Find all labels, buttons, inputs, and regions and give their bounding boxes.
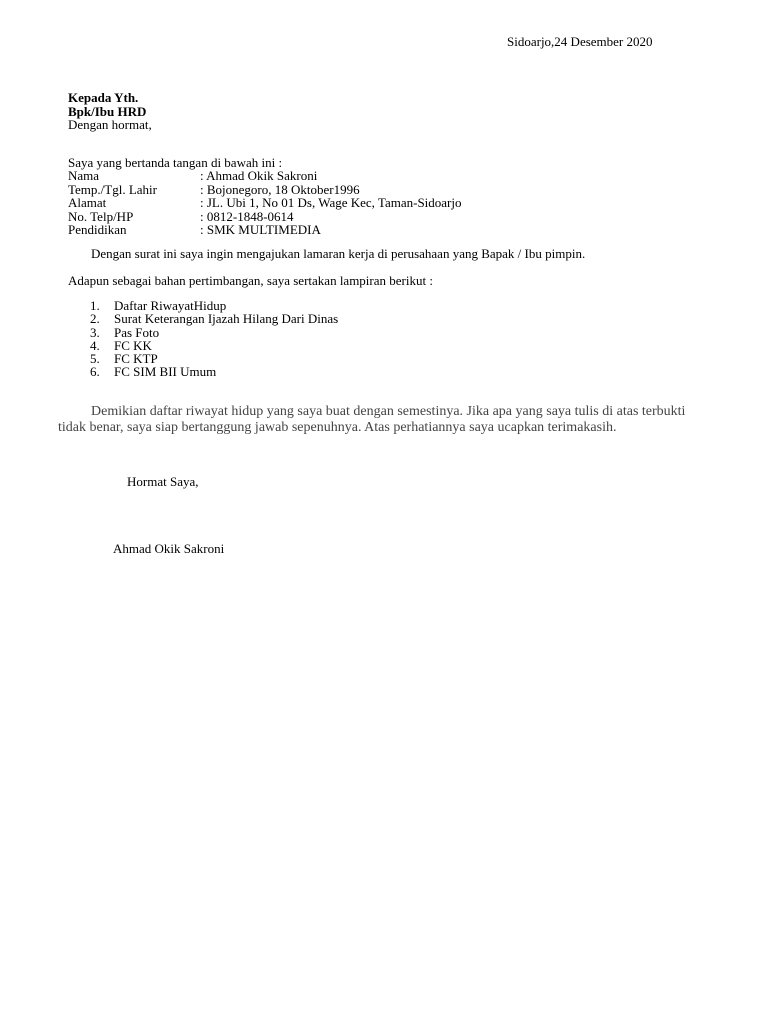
list-number: 2. [90,311,100,327]
attachments-intro: Adapun sebagai bahan pertimbangan, saya sertakan lampiran berikut : [68,273,433,288]
field-label: Temp./Tgl. Lahir [68,181,157,197]
list-number: 6. [90,364,100,380]
signature-name: Ahmad Okik Sakroni [113,541,225,556]
list-number: 5. [90,351,100,367]
list-item [90,312,338,325]
list-number: 3. [90,324,100,340]
field-row-name [68,169,462,183]
field-value: : Bojonegoro, 18 Oktober1996 [200,181,360,197]
attachments-list [90,299,338,379]
field-row-birth [68,183,462,197]
recipient-block [68,91,152,132]
list-text: Daftar RiwayatHidup [114,298,227,313]
recipient-line-1: Kepada Yth. [68,90,139,105]
field-row-education [68,223,462,237]
intro-text: Saya yang bertanda tangan di bawah ini : [68,155,283,170]
list-text: FC KTP [114,351,158,367]
field-label: Alamat [68,195,107,210]
field-label: Pendidikan [68,222,127,237]
field-label: No. Telp/HP [68,208,134,224]
field-value: : SMK MULTIMEDIA [200,222,321,237]
field-label: Nama [68,168,100,183]
list-item [90,326,338,339]
list-number: 1. [90,298,100,313]
closing-text: Demikian daftar riwayat hidup yang saya buat dengan semestinya. Jika apa yang saya tulis di atas terbukti tidak benar, saya siap bertanggung jawab sepenuhnya. Atas perhatiannya saya ucapkan terimakasih. [58,404,686,435]
closing-paragraph [58,404,708,436]
greeting: Dengan hormat, [68,117,152,132]
list-item [90,365,338,378]
list-item [90,299,338,312]
field-value: : 0812-1848-0614 [200,208,294,224]
list-text: FC KK [114,337,152,353]
field-row-address [68,196,462,210]
list-text: Pas Foto [114,324,160,340]
list-item [90,352,338,365]
application-paragraph: Dengan surat ini saya ingin mengajukan lamaran kerja di perusahaan yang Bapak / Ibu pimpin. [91,246,586,261]
list-number: 4. [90,337,100,353]
field-value: : JL. Ubi 1, No 01 Ds, Wage Kec, Taman-Sidoarjo [200,195,462,210]
list-text: Surat Keterangan Ijazah Hilang Dari Dinas [114,311,339,327]
field-value: : Ahmad Okik Sakroni [200,168,318,183]
personal-data-fields [68,169,462,237]
list-text: FC SIM BII Umum [114,364,217,380]
field-row-phone [68,210,462,224]
regards-text: Hormat Saya, [127,474,199,489]
letter-date: Sidoarjo,24 Desember 2020 [507,34,653,49]
recipient-line-2: Bpk/Ibu HRD [68,103,147,119]
list-item [90,339,338,352]
